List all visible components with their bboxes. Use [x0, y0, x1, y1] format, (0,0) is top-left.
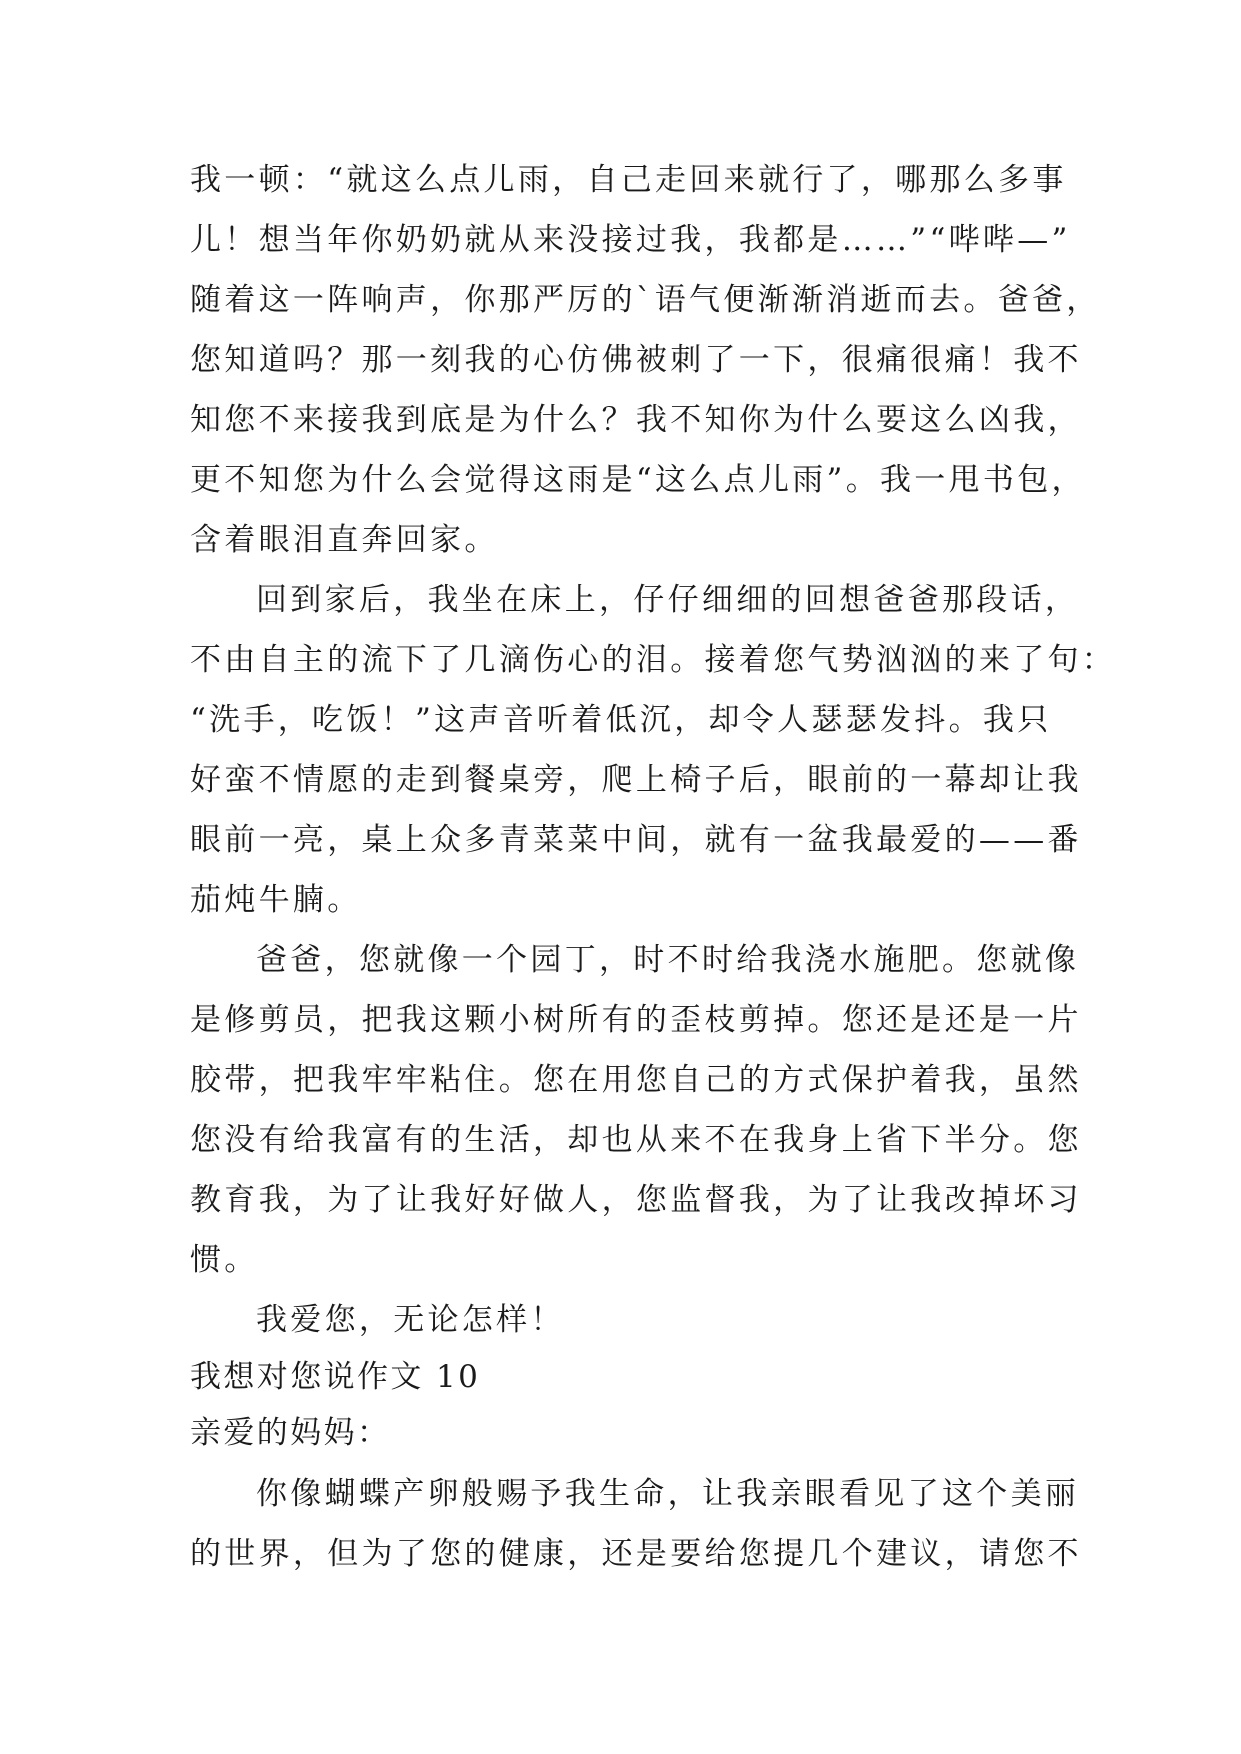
- salutation: 亲爱的妈妈：: [190, 1415, 391, 1451]
- essay-heading: 我想对您说作文 10: [190, 1359, 481, 1395]
- text-line: 是修剪员，把我这颗小树所有的歪枝剪掉。您还是还是一片: [190, 1002, 1082, 1038]
- text-line: 教育我，为了让我好好做人，您监督我，为了让我改掉坏习: [190, 1182, 1082, 1218]
- text-line: 眼前一亮，桌上众多青菜菜中间，就有一盆我最爱的——番: [190, 822, 1082, 858]
- paragraph-start-line: 爸爸，您就像一个园丁，时不时给我浇水施肥。您就像: [256, 942, 1080, 978]
- text-line: 知您不来接我到底是为什么？我不知你为什么要这么凶我，: [190, 402, 1082, 438]
- essay-body: [190, 150, 1117, 1584]
- paragraph-start-line: 你像蝴蝶产卵般赐予我生命，让我亲眼看见了这个美丽: [256, 1476, 1080, 1512]
- text-line: 的世界，但为了您的健康，还是要给您提几个建议，请您不: [190, 1536, 1082, 1572]
- text-line: “洗手，吃饭！”这声音听着低沉，却令人瑟瑟发抖。我只: [190, 702, 1052, 738]
- paragraph-start-line: 回到家后，我坐在床上，仔仔细细的回想爸爸那段话，: [256, 582, 1080, 618]
- text-line: 胶带，把我牢牢粘住。您在用您自己的方式保护着我，虽然: [190, 1062, 1082, 1098]
- text-line: 您知道吗？那一刻我的心仿佛被刺了一下，很痛很痛！我不: [190, 342, 1082, 378]
- text-line: 含着眼泪直奔回家。: [190, 522, 499, 558]
- text-line: 儿！想当年你奶奶就从来没接过我，我都是……”“哔哔—”: [190, 222, 1071, 258]
- text-line: 您没有给我富有的生活，却也从来不在我身上省下半分。您: [190, 1122, 1082, 1158]
- text-line: 茄炖牛腩。: [190, 882, 362, 918]
- text-line: 我一顿：“就这么点儿雨，自己走回来就行了，哪那么多事: [190, 162, 1067, 198]
- closing-line: 我爱您，无论怎样！: [256, 1302, 565, 1338]
- text-line: 随着这一阵响声，你那严厉的`语气便渐渐消逝而去。爸爸，: [190, 282, 1101, 318]
- text-line: 好蛮不情愿的走到餐桌旁，爬上椅子后，眼前的一幕却让我: [190, 762, 1082, 798]
- text-line: 惯。: [190, 1242, 259, 1278]
- text-line: 不由自主的流下了几滴伤心的泪。接着您气势汹汹的来了句：: [190, 642, 1117, 678]
- text-line: 更不知您为什么会觉得这雨是“这么点儿雨”。我一甩书包，: [190, 462, 1086, 498]
